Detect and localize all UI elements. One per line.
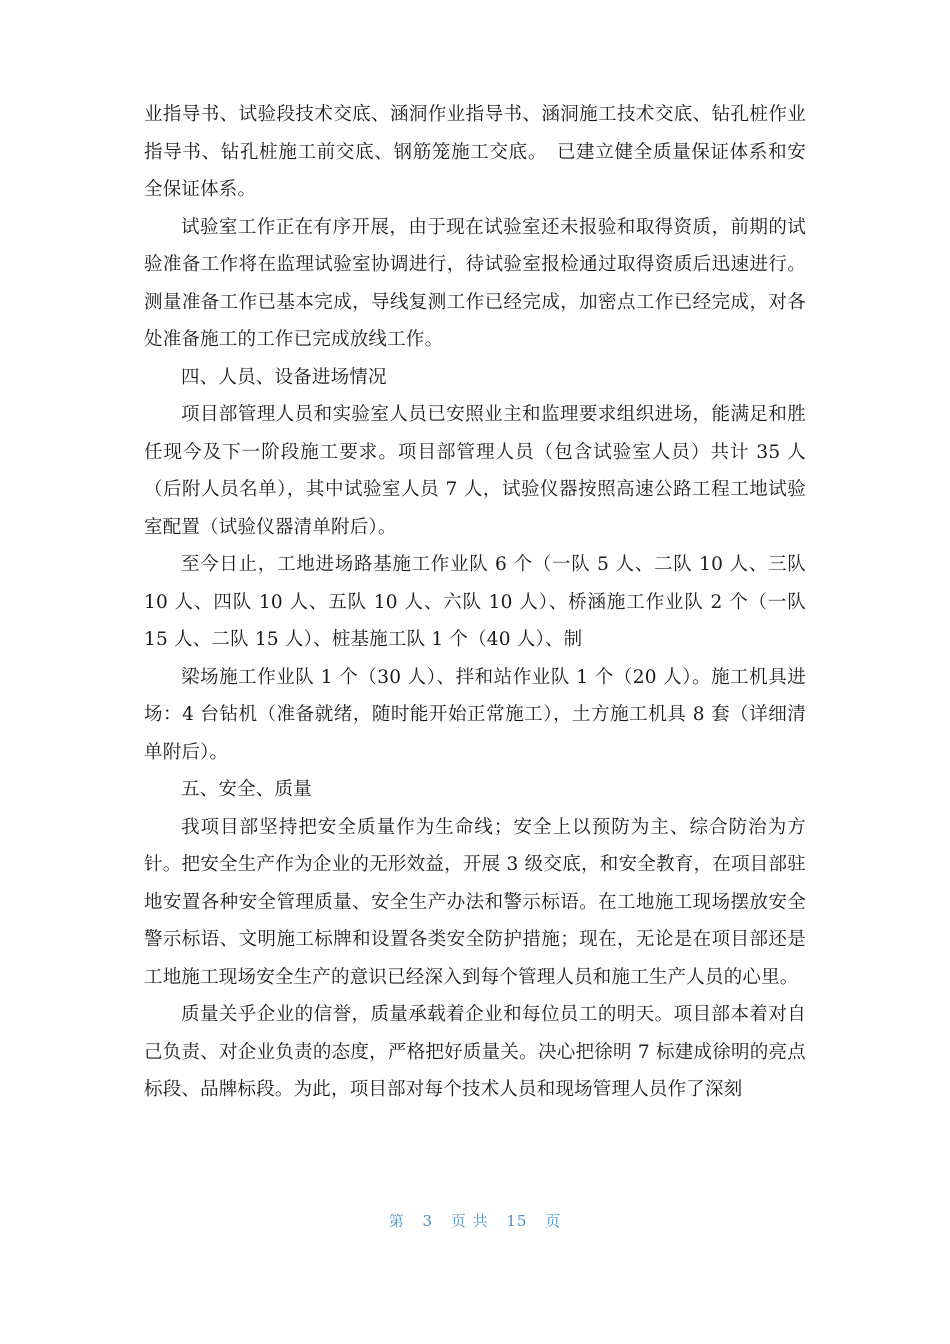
paragraph-laboratory: 试验室工作正在有序开展，由于现在试验室还未报验和取得资质，前期的试验准备工作将在监理试验室协调进行，待试验室报检通过取得资质后迅速进行。测量准备工作已基本完成，导线复测工作已经完成，加密点工作已经完成，对各处准备施工的工作已完成放线工作。 [144,216,806,350]
paragraph-work-teams: 至今日止，工地进场路基施工作业队 6 个（一队 5 人、二队 10 人、三队 10 人、四队 10 人、五队 10 人、六队 10 人）、桥涵施工作业队 2 个（一队 15 人、二队 15 人）、桩基施工队 1 个（40 人）、制 [144,554,806,650]
footer-suffix: 页 [545,1212,562,1230]
page-footer [0,1210,950,1231]
paragraph-management-staff: 项目部管理人员和实验室人员已安照业主和监理要求组织进场，能满足和胜任现今及下一阶段施工要求。项目部管理人员（包含试验室人员）共计 35 人（后附人员名单），其中试验室人员 7 人，试验仪器按照高速公路工程工地试验室配置（试验仪器清单附后）。 [144,404,806,538]
section-heading-personnel: 四、人员、设备进场情况 [181,366,387,388]
footer-page-number: 3 [422,1212,434,1230]
document-body [144,96,806,1109]
section-heading-safety-quality: 五、安全、质量 [181,779,312,800]
footer-middle: 页 共 [450,1212,489,1230]
paragraph-quality: 质量关乎企业的信誉，质量承载着企业和每位员工的明天。项目部本着对自己负责、对企业负责的态度，严格把好质量关。决心把徐明 7 标建成徐明的亮点标段、品牌标段。为此，项目部对每个技术人员和现场管理人员作了深刻 [144,1004,806,1100]
footer-total-pages: 15 [506,1212,528,1230]
paragraph-equipment: 梁场施工作业队 1 个（30 人）、拌和站作业队 1 个（20 人）。施工机具进场：4 台钻机（准备就绪，随时能开始正常施工），土方施工机具 8 套（详细清单附后）。 [144,666,806,763]
paragraph-guides-continuation: 业指导书、试验段技术交底、涵洞作业指导书、涵洞施工技术交底、钻孔桩作业指导书、钻孔桩施工前交底、钢筋笼施工交底。 已建立健全质量保证体系和安全保证体系。 [144,104,806,200]
paragraph-safety: 我项目部坚持把安全质量作为生命线；安全上以预防为主、综合防治为方针。把安全生产作为企业的无形效益，开展 3 级交底，和安全教育，在项目部驻地安置各种安全管理质量、安全生产办法和警示标语。在工地施工现场摆放安全警示标语、文明施工标牌和设置各类安全防护措施；现在，无论是在项目部还是工地施工现场安全生产的意识已经深入到每个管理人员和施工生产人员的心里。 [144,816,806,988]
footer-prefix: 第 [388,1212,405,1230]
